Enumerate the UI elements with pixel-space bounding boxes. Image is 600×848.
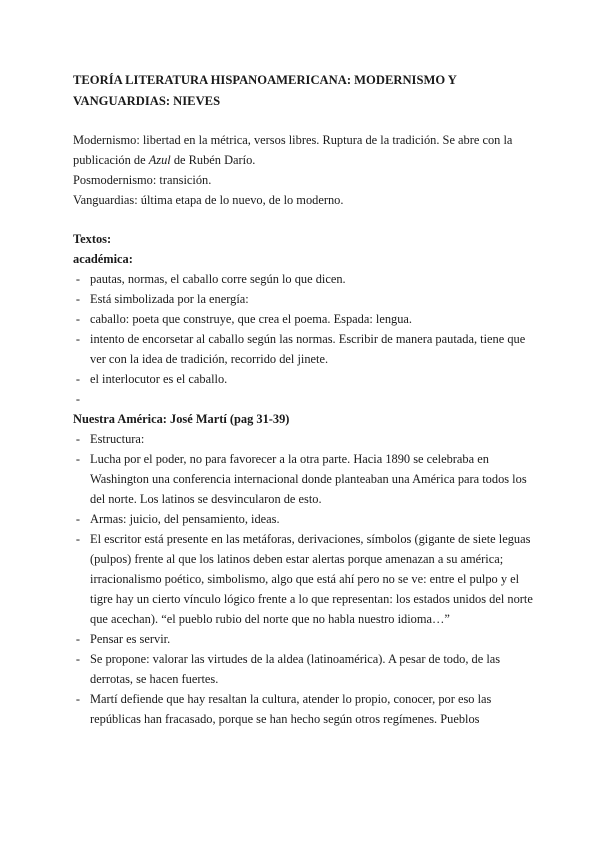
list-item — [73, 629, 543, 649]
intro-posmodernismo: Posmodernismo: transición. — [73, 173, 212, 187]
dash-bullet: - — [75, 312, 81, 326]
intro-vanguardias: Vanguardias: última etapa de lo nuevo, de lo moderno. — [73, 193, 344, 207]
dash-bullet: - — [75, 452, 81, 466]
list-item — [73, 429, 543, 449]
nuestra-america-heading: Nuestra América: José Martí (pag 31-39) — [73, 412, 290, 426]
list-item-text: Se propone: valorar las virtudes de la aldea (latinoamérica). A pesar de todo, de las derrotas, se hacen fuertes. — [90, 652, 501, 686]
list-item — [73, 329, 543, 369]
list-item — [73, 289, 543, 309]
academica-subheading: académica: — [73, 252, 133, 266]
dash-bullet: - — [75, 292, 81, 306]
intro-section — [73, 130, 543, 210]
list-item — [73, 269, 543, 289]
dash-bullet: - — [75, 272, 81, 286]
list-item — [73, 529, 543, 629]
list-item-text: Armas: juicio, del pensamiento, ideas. — [90, 512, 280, 526]
dash-bullet: - — [75, 652, 81, 666]
dash-bullet: - — [75, 392, 81, 406]
list-item-text: Martí defiende que hay resaltan la cultura, atender lo propio, conocer, por eso las repúblicas han fracasado, porque se han hecho según otros regímenes. Pueblos — [90, 692, 492, 726]
dash-bullet: - — [75, 432, 81, 446]
dash-bullet: - — [75, 332, 81, 346]
dash-bullet: - — [75, 692, 81, 706]
list-item — [73, 369, 543, 389]
list-item-text: pautas, normas, el caballo corre según lo que dicen. — [90, 272, 346, 286]
list-item-text: el interlocutor es el caballo. — [90, 372, 228, 386]
list-item-text: Estructura: — [90, 432, 145, 446]
list-item — [73, 449, 543, 509]
list-item-text: El escritor está presente en las metáforas, derivaciones, símbolos (gigante de siete leguas (pulpos) frente al que los latinos deben estar alertas porque amenazan a su américa; irracionalismo poético, simbolismo, algo que está ahí pero no se ve: entre el pulpo y el tigre hay un cierto vínculo lógico frente a lo que representan: los estados unidos del norte que acechan). “el pueblo rubio del norte que no habla nuestro idioma…” — [90, 532, 533, 626]
list-item — [73, 509, 543, 529]
intro-azul-italic: Azul — [148, 153, 171, 167]
document-title: TEORÍA LITERATURA HISPANOAMERICANA: MODERNISMO Y VANGUARDIAS: NIEVES — [73, 73, 457, 108]
list-item — [73, 649, 543, 689]
list-item — [73, 689, 543, 729]
list-item — [73, 309, 543, 329]
list-item-text: Pensar es servir. — [90, 632, 171, 646]
list-item-empty — [73, 389, 543, 409]
academica-list — [73, 269, 543, 409]
dash-bullet: - — [75, 632, 81, 646]
nuestra-america-list — [73, 429, 543, 729]
dash-bullet: - — [75, 532, 81, 546]
intro-modernismo-text-a: Modernismo: libertad en la métrica, versos libres. Ruptura de la tradición. Se abre con la publicación de — [73, 133, 513, 167]
intro-modernismo-text-b: de Rubén Darío. — [170, 153, 256, 167]
list-item-text: Está simbolizada por la energía: — [90, 292, 249, 306]
dash-bullet: - — [75, 512, 81, 526]
document-content — [73, 70, 543, 729]
list-item-text — [90, 392, 93, 406]
list-item-text: Lucha por el poder, no para favorecer a la otra parte. Hacia 1890 se celebraba en Washington una conferencia internacional donde planteaban una América para todos los del norte. Los latinos se desvincularon de esto. — [90, 452, 527, 506]
dash-bullet: - — [75, 372, 81, 386]
list-item-text: caballo: poeta que construye, que crea el poema. Espada: lengua. — [90, 312, 413, 326]
list-item-text: intento de encorsetar al caballo según las normas. Escribir de manera pautada, tiene que ver con la idea de tradición, recorrido del jinete. — [90, 332, 526, 366]
textos-heading: Textos: — [73, 232, 112, 246]
intro-modernismo — [73, 130, 543, 170]
